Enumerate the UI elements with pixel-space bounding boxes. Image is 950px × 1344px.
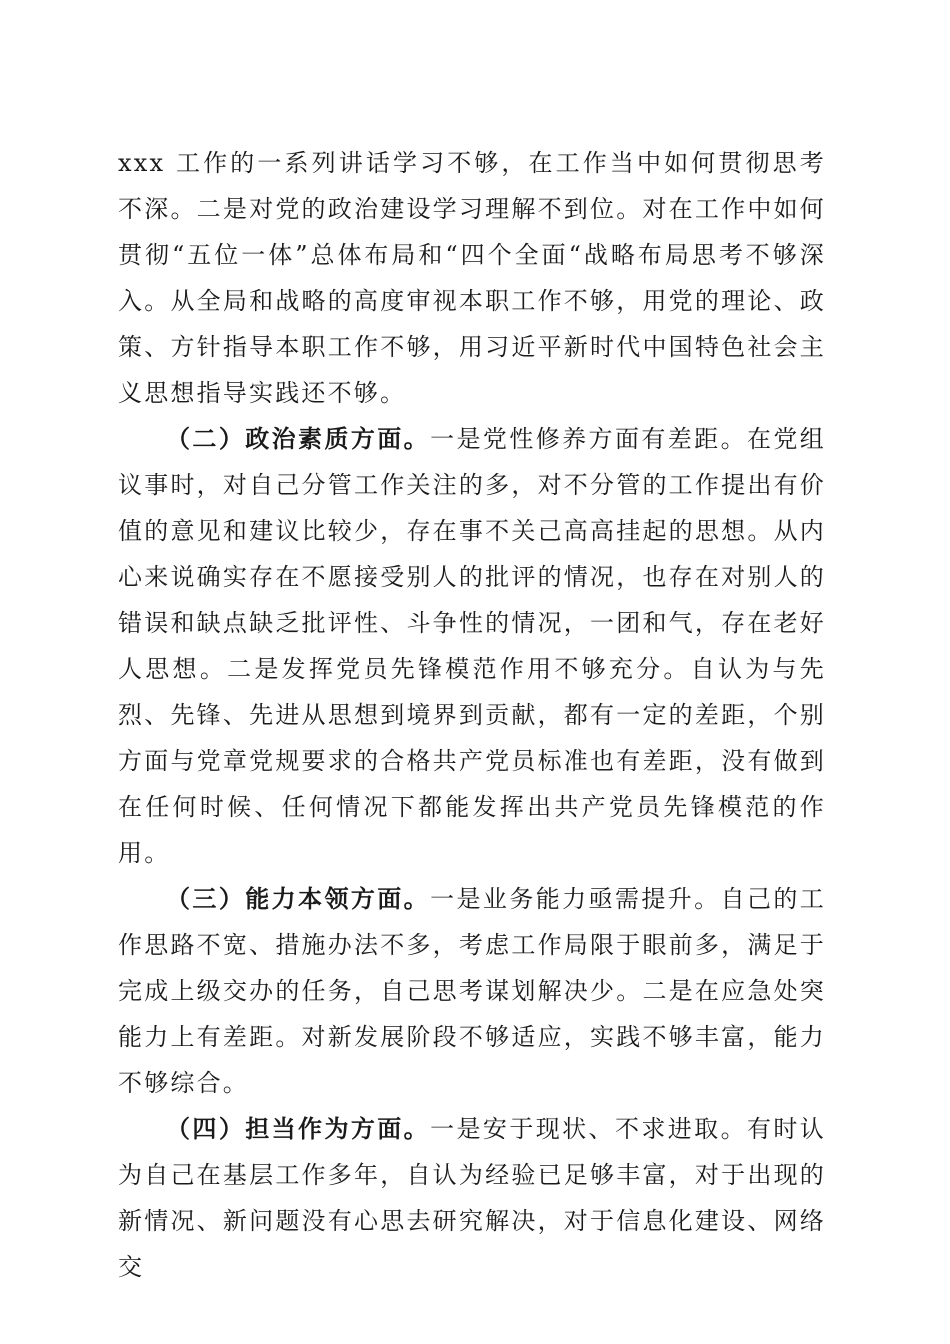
section-heading-ability: （三）能力本领方面。 xyxy=(166,884,431,913)
section-heading-responsibility: （四）担当作为方面。 xyxy=(166,1114,431,1143)
paragraph-text: 一是安于现状、不求进取。有时认为自己在基层工作多年，自认为经验已足够丰富，对于出现的新情况、新问题没有心思去研究解决，对于信息化建设、网络交 xyxy=(118,1115,827,1281)
document-body xyxy=(118,140,826,1290)
paragraph-text: xxx 工作的一系列讲话学习不够，在工作当中如何贯彻思考不深。二是对党的政治建设学习理解不到位。对在工作中如何贯彻“五位一体”总体布局和“四个全面“战略布局思考不够深入。从全局和战略的高度审视本职工作不够，用党的理论、政策、方针指导本职工作不够，用习近平新时代中国特色社会主义思想指导实践还不够。 xyxy=(118,149,826,407)
paragraph-continuation xyxy=(118,140,826,416)
paragraph-ability xyxy=(118,876,826,1106)
paragraph-text: 一是业务能力亟需提升。自己的工作思路不宽、措施办法不多，考虑工作局限于眼前多，满足于完成上级交办的任务，自己思考谋划解决少。二是在应急处突能力上有差距。对新发展阶段不够适应，实践不够丰富，能力不够综合。 xyxy=(118,885,827,1097)
paragraph-text: 一是党性修养方面有差距。在党组议事时，对自己分管工作关注的多，对不分管的工作提出有价值的意见和建议比较少，存在事不关己高高挂起的思想。从内心来说确实存在不愿接受别人的批评的情况，也存在对别人的错误和缺点缺乏批评性、斗争性的情况，一团和气，存在老好人思想。二是发挥党员先锋模范作用不够充分。自认为与先烈、先锋、先进从思想到境界到贡献，都有一定的差距，个别方面与党章党规要求的合格共产党员标准也有差距，没有做到在任何时候、任何情况下都能发挥出共产党员先锋模范的作用。 xyxy=(118,425,827,867)
section-heading-political-quality: （二）政治素质方面。 xyxy=(166,424,431,453)
paragraph-responsibility xyxy=(118,1106,826,1290)
paragraph-political-quality xyxy=(118,416,826,876)
